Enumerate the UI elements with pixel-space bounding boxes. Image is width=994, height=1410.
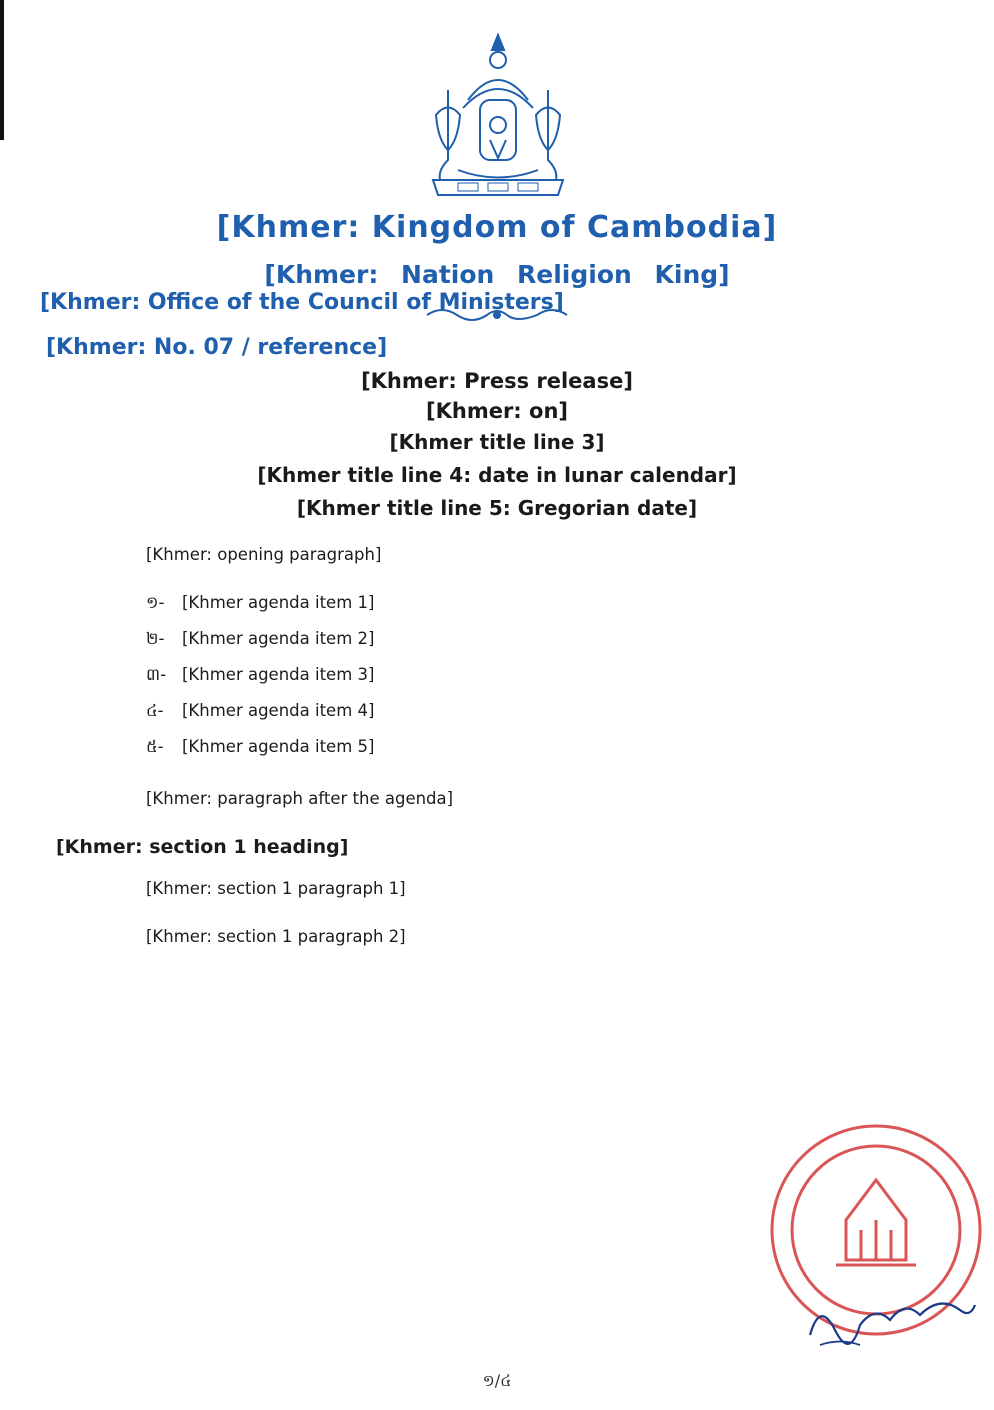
title-line-4: [Khmer title line 4: date in lunar calendar] bbox=[257, 463, 737, 487]
section-paragraph-2: [Khmer: section 1 paragraph 2] bbox=[146, 927, 406, 946]
agenda-item-text: [Khmer agenda item 2] bbox=[182, 629, 375, 648]
post-agenda-paragraph: [Khmer: paragraph after the agenda] bbox=[146, 789, 454, 808]
title-line-5: [Khmer title line 5: Gregorian date] bbox=[296, 496, 698, 520]
section-heading: [Khmer: section 1 heading] bbox=[56, 836, 349, 858]
agenda-item bbox=[146, 696, 908, 726]
reference-number: [Khmer: No. 07 / reference] bbox=[46, 335, 388, 360]
title-line-2: [Khmer: on] bbox=[426, 399, 568, 423]
handwritten-signature-icon bbox=[800, 1290, 980, 1350]
intro-paragraph: [Khmer: opening paragraph] bbox=[146, 545, 382, 564]
agenda-item-number: ៤- bbox=[146, 701, 164, 720]
agenda-item bbox=[146, 660, 908, 690]
page-number: ១/៤ bbox=[482, 1371, 512, 1390]
agenda-item bbox=[146, 588, 908, 618]
agenda-item-text: [Khmer agenda item 1] bbox=[182, 593, 375, 612]
agenda-item-text: [Khmer agenda item 4] bbox=[182, 701, 375, 720]
agenda-item-text: [Khmer agenda item 5] bbox=[182, 737, 375, 756]
agenda-item-number: ៣- bbox=[146, 665, 167, 684]
document-body bbox=[56, 540, 908, 970]
title-line-3: [Khmer title line 3] bbox=[389, 430, 605, 454]
national-motto: [Khmer: Nation Religion King] bbox=[264, 260, 730, 289]
agenda-item bbox=[146, 732, 908, 762]
royal-coat-of-arms-icon bbox=[418, 30, 578, 200]
agenda-item-number: ៥- bbox=[146, 737, 164, 756]
scan-edge-mark bbox=[0, 0, 4, 140]
agenda-item-text: [Khmer agenda item 3] bbox=[182, 665, 375, 684]
office-name: [Khmer: Office of the Council of Ministers] bbox=[40, 290, 564, 315]
agenda-item-number: ១- bbox=[146, 593, 165, 612]
title-line-1: [Khmer: Press release] bbox=[361, 369, 633, 393]
section-paragraph-1: [Khmer: section 1 paragraph 1] bbox=[146, 879, 406, 898]
agenda-item bbox=[146, 624, 908, 654]
agenda-list bbox=[146, 588, 908, 762]
agenda-item-number: ២- bbox=[146, 629, 165, 648]
kingdom-name: [Khmer: Kingdom of Cambodia] bbox=[216, 210, 778, 245]
title-block bbox=[60, 366, 934, 525]
